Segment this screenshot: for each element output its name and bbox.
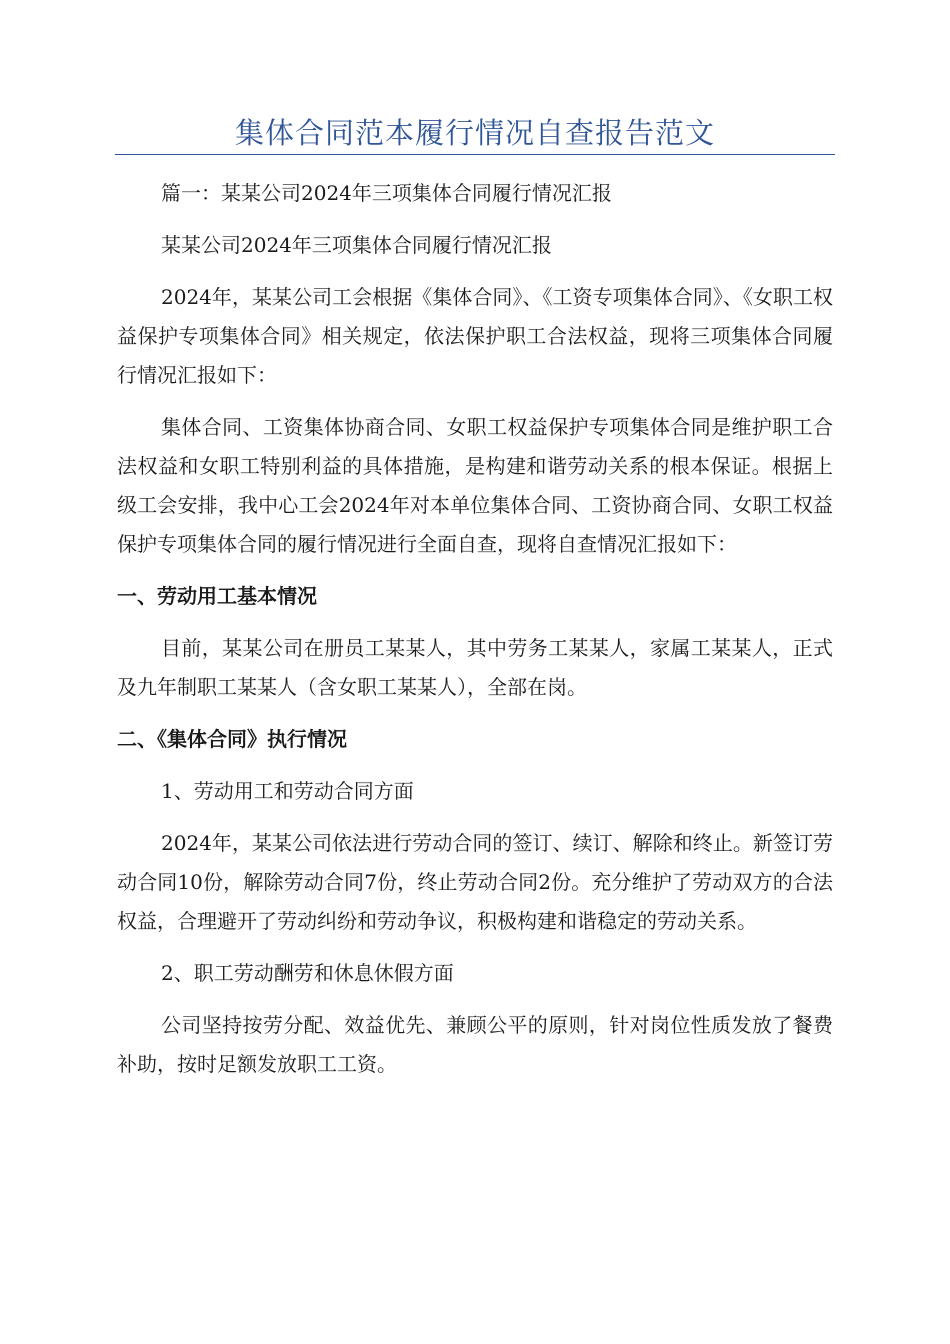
- subsection-heading: 1、劳动用工和劳动合同方面: [161, 779, 414, 803]
- paragraph: 集体合同、工资集体协商合同、女职工权益保护专项集体合同是维护职工合法权益和女职工特别利益的具体措施，是构建和谐劳动关系的根本保证。根据上级工会安排，我中心工会2024年对本单位集体合同、工资协商合同、女职工权益保护专项集体合同的履行情况进行全面自查，现将自查情况汇报如下：: [117, 415, 833, 556]
- section-heading: 二、《集体合同》执行情况: [117, 727, 347, 751]
- document-title: 集体合同范本履行情况自查报告范文: [234, 116, 715, 150]
- paragraph: 某某公司2024年三项集体合同履行情况汇报: [161, 233, 552, 257]
- paragraph: 2024年，某某公司工会根据《集体合同》、《工资专项集体合同》、《女职工权益保护专项集体合同》相关规定，依法保护职工合法权益，现将三项集体合同履行情况汇报如下：: [117, 285, 833, 387]
- subsection-heading: 2、职工劳动酬劳和休息休假方面: [161, 961, 454, 985]
- paragraph: 公司坚持按劳分配、效益优先、兼顾公平的原则，针对岗位性质发放了餐费补助，按时足额发放职工工资。: [117, 1013, 833, 1076]
- paragraph: 目前，某某公司在册员工某某人，其中劳务工某某人，家属工某某人，正式及九年制职工某某人（含女职工某某人），全部在岗。: [117, 636, 833, 699]
- paragraph: 篇一：某某公司2024年三项集体合同履行情况汇报: [161, 181, 612, 205]
- section-heading: 一、劳动用工基本情况: [117, 584, 317, 608]
- paragraph: 2024年，某某公司依法进行劳动合同的签订、续订、解除和终止。新签订劳动合同10份，解除劳动合同7份，终止劳动合同2份。充分维护了劳动双方的合法权益，合理避开了劳动纠纷和劳动争议，积极构建和谐稳定的劳动关系。: [117, 831, 833, 933]
- document-body: [117, 174, 833, 1097]
- title-underline: [115, 154, 835, 155]
